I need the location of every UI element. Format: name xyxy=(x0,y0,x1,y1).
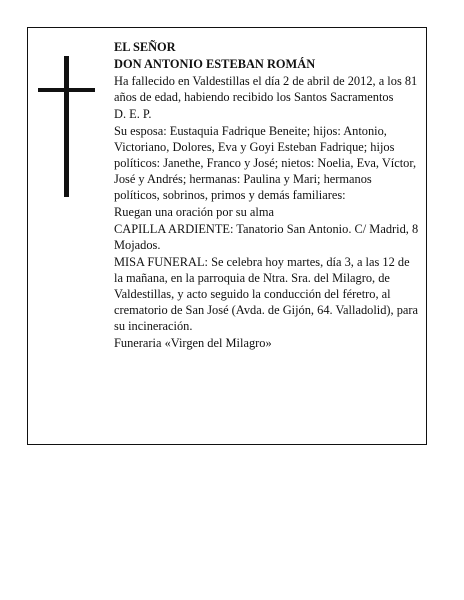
funeral-mass-info: MISA FUNERAL: Se celebra hoy martes, día 3, a las 12 de la mañana, en la parroquia de Ntra. Sra. del Milagro, de Valdestillas, y acto seguido la conducción del féretro, al crematorio de San José (Avda. de Gijón, 64. Valladolid), para su incineración. xyxy=(114,255,419,333)
cross-icon-crossbar xyxy=(38,88,95,92)
death-announcement: Ha fallecido en Valdestillas el día 2 de abril de 2012, a los 81 años de edad, habiendo recibido los Santos Sacramentos xyxy=(114,74,418,104)
prayer-request: Ruegan una oración por su alma xyxy=(114,205,274,219)
rip-abbreviation: D. E. P. xyxy=(114,107,152,121)
family-list: Su esposa: Eustaquia Fadrique Beneite; hijos: Antonio, Victoriano, Dolores, Eva y Goyi Esteban Fadrique; hijos políticos: Janethe, Franco y José; nietos: Noelia, Eva, Víctor, José y Andrés; hermanas: Paulina y Mari; hermanos políticos, sobrinos, primos y demás familiares: xyxy=(114,124,417,202)
chapel-info: CAPILLA ARDIENTE: Tanatorio San Antonio. C/ Madrid, 8 Mojados. xyxy=(114,222,419,252)
obituary-text xyxy=(114,39,419,352)
title-line-1: EL SEÑOR xyxy=(114,40,176,54)
deceased-name: DON ANTONIO ESTEBAN ROMÁN xyxy=(114,57,316,71)
cross-icon xyxy=(64,56,69,197)
funeral-home: Funeraria «Virgen del Milagro» xyxy=(114,336,272,350)
